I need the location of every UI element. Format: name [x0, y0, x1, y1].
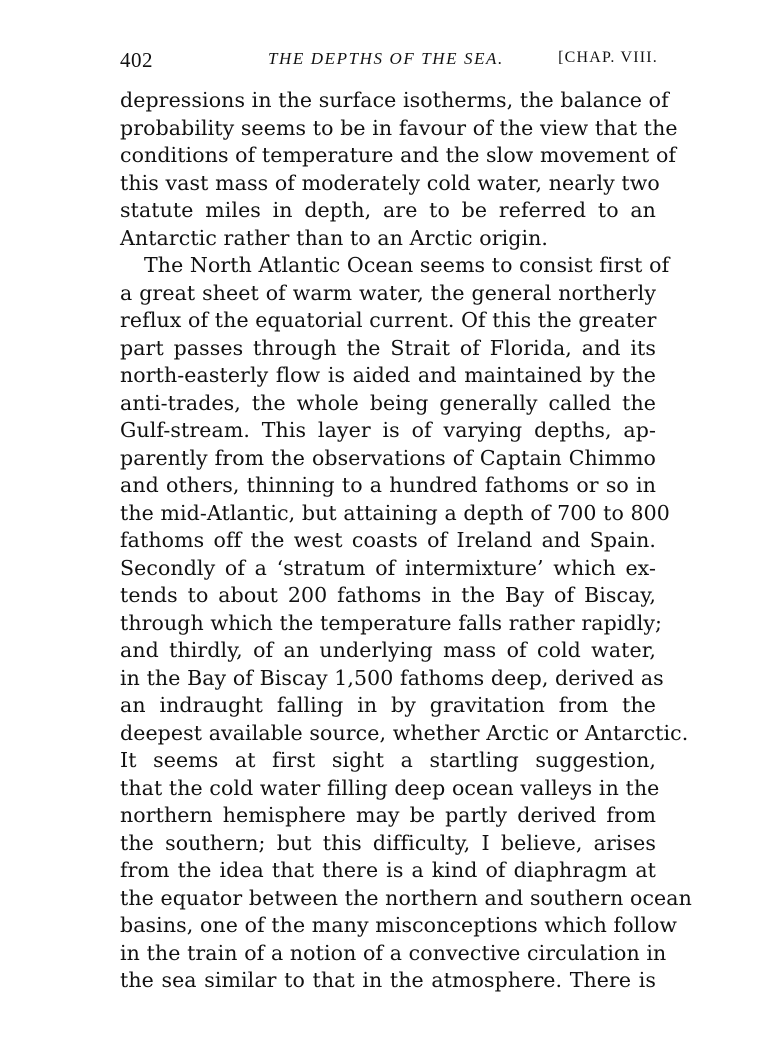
text-line: and others, thinning to a hundred fathoms or so in [120, 473, 656, 497]
text-line: through which the temperature falls rather rapidly; [120, 610, 663, 635]
text-line: depressions in the surface isotherms, the balance of [120, 88, 669, 112]
text-line: north-easterly flow is aided and maintained by the [120, 363, 656, 387]
text-line: and thirdly, of an underlying mass of cold water, [120, 638, 656, 662]
text-line: the mid-Atlantic, but attaining a depth of 700 to 800 [120, 500, 670, 525]
paragraph-end-line: Antarctic rather than to an Arctic origin. [120, 225, 549, 250]
text-line: tends to about 200 fathoms in the Bay of Biscay, [120, 583, 656, 607]
running-title: THE DEPTHS OF THE SEA. [268, 49, 504, 68]
text-line: the sea similar to that in the atmosphere. There is [120, 968, 656, 992]
text-line: northern hemisphere may be partly derived from [120, 803, 656, 827]
text-line: a great sheet of warm water, the general northerly [120, 280, 656, 305]
text-line: the southern; but this difficulty, I believe, arises [120, 830, 656, 855]
text-line: fathoms off the west coasts of Ireland and Spain. [120, 528, 656, 552]
text-line: the equator between the northern and southern ocean [120, 885, 692, 910]
chapter-reference: [CHAP. VIII. [558, 49, 658, 66]
page-number: 402 [120, 48, 153, 72]
text-line: Gulf-stream. This layer is of varying depths, ap- [120, 418, 656, 442]
text-line: statute miles in depth, are to be referred to an [120, 198, 656, 222]
text-line: It seems at first sight a startling suggestion, [120, 748, 656, 772]
text-line: this vast mass of moderately cold water, nearly two [120, 170, 660, 195]
text-line: basins, one of the many misconceptions which follow [120, 913, 678, 937]
text-line: that the cold water filling deep ocean valleys in the [120, 775, 660, 800]
text-line: conditions of temperature and the slow movement of [120, 143, 677, 167]
body-text [120, 87, 692, 995]
paragraph-start-line: The North Atlantic Ocean seems to consist first of [144, 253, 670, 277]
text-line: anti-trades, the whole being generally called the [120, 390, 656, 415]
text-line: from the idea that there is a kind of diaphragm at [120, 858, 656, 882]
running-head [120, 48, 658, 74]
text-line: in the Bay of Biscay 1,500 fathoms deep, derived as [120, 665, 664, 690]
text-line: deepest available source, whether Arctic or Antarctic. [120, 720, 689, 745]
text-line: part passes through the Strait of Florida, and its [120, 335, 656, 360]
text-line: parently from the observations of Captain Chimmo [120, 445, 656, 470]
text-line: Secondly of a ‘stratum of intermixture’ which ex- [120, 555, 656, 580]
text-line: an indraught falling in by gravitation from the [120, 693, 656, 717]
text-line: probability seems to be in favour of the view that the [120, 115, 678, 140]
text-line: in the train of a notion of a convective circulation in [120, 940, 667, 965]
text-line: reflux of the equatorial current. Of this the greater [120, 308, 657, 332]
